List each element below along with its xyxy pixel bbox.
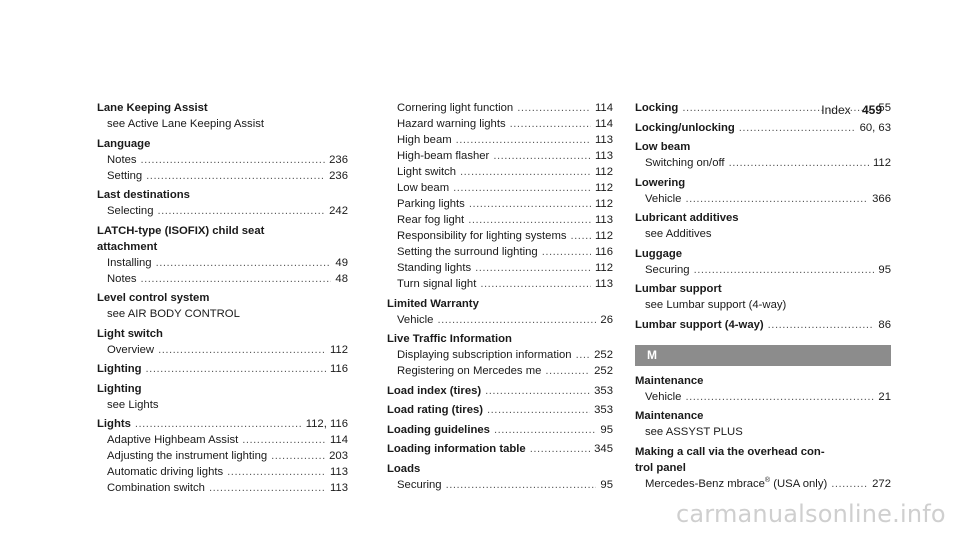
page-ref: 113 (594, 214, 613, 226)
sub-entry-text: Notes (107, 153, 137, 166)
index-entry (635, 408, 891, 440)
dot-leader (685, 389, 874, 405)
entry-heading: Making a call via the overhead con- (635, 445, 825, 458)
sub-entry-text: Displaying subscription information (397, 349, 572, 361)
entry-heading: Loading information table (387, 443, 526, 455)
entry-heading: Lights (97, 418, 131, 430)
sub-entry-text: Hazard warning lights (397, 118, 506, 130)
sub-entry (97, 152, 348, 168)
index-entry (97, 290, 348, 322)
watermark: carmanualsonline.info (676, 500, 946, 528)
sub-entry-text: Adaptive Highbeam Assist (107, 434, 239, 446)
see-reference: see AIR BODY CONTROL (107, 308, 240, 320)
sub-entry-text: Switching on/off (645, 157, 725, 169)
dot-leader (694, 262, 875, 278)
index-entry (387, 461, 613, 493)
dot-leader (493, 148, 591, 164)
entry-row (387, 422, 613, 438)
page-ref: 48 (335, 272, 348, 285)
page-ref: 86 (878, 318, 891, 331)
page-ref: 252 (594, 365, 613, 377)
page-ref: 113 (329, 466, 348, 478)
entry-row (387, 402, 613, 418)
entry-heading-continued: trol panel (635, 461, 686, 474)
sub-entry-text: Vehicle (397, 313, 434, 326)
page-ref: 21 (878, 390, 891, 403)
entry-row (97, 416, 348, 432)
index-entry (635, 139, 891, 171)
entry-heading: Maintenance (635, 374, 704, 387)
entry-heading: Light switch (97, 327, 163, 340)
sub-entry (387, 276, 613, 292)
dot-leader (141, 271, 332, 287)
sub-entry (387, 180, 613, 196)
registered-mark: ® (764, 476, 771, 484)
section-letter-bar: M (635, 345, 891, 366)
see-reference: see Active Lane Keeping Assist (107, 118, 265, 130)
sub-entry (97, 432, 348, 448)
sub-entry-text: Cornering light function (397, 102, 514, 114)
entry-heading: Locking/unlocking (635, 121, 735, 134)
page-ref: 345 (594, 443, 613, 455)
page-ref: 112 (594, 182, 613, 194)
sub-entry-text: Responsibility for lighting systems (397, 230, 567, 242)
sub-entry-text: Registering on Mercedes me (397, 365, 542, 377)
sub-entry-text: Overview (107, 343, 155, 356)
entry-heading: Live Traffic Information (387, 333, 512, 345)
dot-leader (469, 196, 591, 212)
dot-leader (242, 432, 326, 448)
page-ref: 366 (872, 192, 891, 205)
sub-entry (387, 477, 613, 493)
dot-leader (157, 203, 325, 219)
entry-heading: Load rating (tires) (387, 404, 484, 416)
sub-entry (387, 148, 613, 164)
sub-entry (387, 100, 613, 116)
page-ref: 114 (594, 118, 613, 130)
entry-heading: Maintenance (635, 410, 704, 422)
page-ref: 203 (329, 450, 348, 462)
entry-row (635, 100, 891, 116)
index-entry (635, 175, 891, 207)
dot-leader (831, 476, 868, 492)
page-ref: 236 (329, 169, 348, 182)
index-entry (387, 296, 613, 328)
index-entry (97, 100, 348, 132)
dot-leader (729, 155, 869, 171)
index-entry (387, 422, 613, 438)
dot-leader (682, 100, 874, 116)
entry-heading: Lighting (97, 363, 142, 375)
index-entry (635, 210, 891, 242)
sub-entry (97, 203, 348, 219)
sub-entry-text: Securing (397, 478, 442, 491)
page-ref: 353 (594, 384, 613, 397)
page-ref: 95 (600, 478, 613, 491)
dot-leader (685, 191, 868, 207)
entry-heading: Load index (tires) (387, 384, 482, 397)
sub-entry-text: Turn signal light (397, 278, 477, 290)
page-ref: 55 (878, 102, 891, 114)
index-entry (635, 317, 891, 333)
sub-entry (387, 116, 613, 132)
dot-leader (271, 448, 325, 464)
index-entry (97, 416, 348, 496)
page-number: 459 (861, 103, 882, 117)
sub-entry (635, 262, 891, 278)
entry-row (387, 383, 613, 399)
index-entry (635, 100, 891, 116)
header-label: Index (821, 103, 851, 117)
entry-row (97, 361, 348, 377)
sub-entry (387, 260, 613, 276)
dot-leader (146, 168, 325, 184)
dot-leader (227, 464, 326, 480)
sub-entry (97, 480, 348, 496)
entry-heading: Level control system (97, 292, 210, 304)
page-ref: 113 (594, 150, 613, 162)
sub-entry (97, 255, 348, 271)
sub-entry (97, 464, 348, 480)
sub-entry-text: Low beam (397, 182, 450, 194)
dot-leader (453, 180, 591, 196)
sub-entry (97, 271, 348, 287)
entry-heading-continued: attachment (97, 240, 158, 253)
entry-row (635, 317, 891, 333)
page-ref: 113 (594, 278, 613, 290)
sub-entry (387, 244, 613, 260)
page-ref: 49 (335, 256, 348, 269)
sub-entry-text: Parking lights (397, 198, 465, 210)
page-ref: 116 (594, 246, 613, 258)
dot-leader (510, 116, 591, 132)
sub-entry-text: High beam (397, 134, 452, 146)
entry-row (635, 120, 891, 136)
page-ref: 114 (594, 102, 613, 114)
dot-leader (437, 312, 596, 328)
see-reference: see ASSYST PLUS (645, 426, 743, 438)
dot-leader (141, 152, 326, 168)
sub-entry (387, 164, 613, 180)
page-ref: 95 (600, 423, 613, 436)
dot-leader (571, 228, 591, 244)
dot-leader (135, 416, 302, 432)
sub-entry (387, 212, 613, 228)
dot-leader (768, 317, 875, 333)
sub-entry-text-suffix: (USA only) (770, 477, 828, 490)
sub-entry-text: Adjusting the instrument lighting (107, 450, 268, 462)
sub-entry-text: Setting the surround lighting (397, 246, 538, 258)
entry-heading: Lubricant additives (635, 212, 739, 224)
index-column-1 (97, 100, 348, 500)
sub-entry (97, 342, 348, 358)
dot-leader (456, 132, 591, 148)
dot-leader (530, 441, 590, 457)
sub-entry-text: Vehicle (645, 390, 682, 403)
index-entry (97, 381, 348, 413)
page-ref: 112 (329, 343, 348, 356)
page-ref: 113 (329, 482, 348, 494)
see-reference: see Lumbar support (4-way) (645, 299, 787, 311)
sub-entry-text: Light switch (397, 166, 457, 178)
entry-row (387, 441, 613, 457)
dot-leader (480, 276, 591, 292)
page-ref: 242 (329, 205, 348, 217)
sub-entry (635, 389, 891, 405)
sub-entry-text: Rear fog light (397, 214, 465, 226)
dot-leader (542, 244, 591, 260)
sub-entry-text: Combination switch (107, 482, 205, 494)
index-entry (97, 223, 348, 287)
sub-entry-text: Automatic driving lights (107, 466, 224, 478)
sub-entry-text: Vehicle (645, 192, 682, 205)
entry-heading: Lumbar support (4-way) (635, 318, 764, 331)
dot-leader (739, 120, 856, 136)
entry-heading: Last destinations (97, 189, 190, 201)
dot-leader (468, 212, 591, 228)
index-entry (635, 246, 891, 278)
entry-heading: Lowering (635, 176, 686, 189)
index-entry (387, 100, 613, 292)
index-entry (387, 383, 613, 399)
sub-entry-text: Setting (107, 169, 143, 182)
sub-entry (97, 448, 348, 464)
index-entry (387, 331, 613, 379)
dot-leader (545, 363, 590, 379)
sub-entry (387, 132, 613, 148)
page-ref: 26 (600, 313, 613, 326)
sub-entry-text: Installing (107, 256, 152, 269)
index-column-2 (387, 100, 613, 496)
sub-entry-text (645, 476, 827, 492)
page-ref: 112 (872, 157, 891, 169)
page-ref: 252 (594, 349, 613, 361)
dot-leader (494, 422, 596, 438)
dot-leader (517, 100, 591, 116)
dot-leader (485, 383, 590, 399)
dot-leader (146, 361, 326, 377)
index-entry (97, 326, 348, 358)
dot-leader (158, 342, 326, 358)
sub-entry (635, 476, 891, 492)
sub-entry (635, 155, 891, 171)
entry-heading: Lighting (97, 382, 142, 395)
sub-entry-text: Securing (645, 263, 690, 276)
index-column-3 (635, 100, 891, 495)
sub-entry (635, 191, 891, 207)
index-entry (635, 281, 891, 313)
page-ref: 112 (594, 198, 613, 210)
page-ref: 60, 63 (859, 121, 891, 134)
sub-entry (97, 168, 348, 184)
page-ref: 114 (329, 434, 348, 446)
sub-entry-text: Selecting (107, 205, 154, 217)
entry-heading: Lumbar support (635, 283, 722, 295)
dot-leader (209, 480, 326, 496)
index-entry (387, 402, 613, 418)
page-ref: 95 (878, 263, 891, 276)
page-ref: 236 (329, 153, 348, 166)
dot-leader (156, 255, 332, 271)
page-ref: 113 (594, 134, 613, 146)
dot-leader (460, 164, 591, 180)
entry-heading: LATCH-type (ISOFIX) child seat (97, 224, 265, 237)
page-ref: 112 (594, 166, 613, 178)
entry-heading: Locking (635, 102, 679, 114)
index-entry (97, 187, 348, 219)
page-ref: 112, 116 (305, 418, 348, 430)
entry-heading: Lane Keeping Assist (97, 102, 208, 114)
index-entry (635, 444, 891, 492)
page-ref: 353 (594, 404, 613, 416)
page-ref: 112 (594, 230, 613, 242)
see-reference: see Lights (107, 398, 159, 411)
index-entry (635, 373, 891, 405)
page-ref: 272 (872, 477, 891, 490)
dot-leader (576, 347, 591, 363)
entry-heading: Limited Warranty (387, 297, 479, 310)
entry-heading: Luggage (635, 247, 683, 260)
sub-entry (387, 228, 613, 244)
index-entry (97, 361, 348, 377)
sub-entry-text: High-beam flasher (397, 150, 490, 162)
entry-heading: Low beam (635, 141, 691, 153)
dot-leader (475, 260, 591, 276)
index-entry (635, 120, 891, 136)
sub-entry-text: Standing lights (397, 262, 472, 274)
page-ref: 116 (329, 363, 348, 375)
dot-leader (487, 402, 590, 418)
entry-heading: Loading guidelines (387, 423, 490, 436)
index-entry (387, 441, 613, 457)
entry-heading: Language (97, 137, 151, 150)
see-reference: see Additives (645, 228, 712, 240)
dot-leader (446, 477, 597, 493)
index-entry (97, 136, 348, 184)
sub-entry (387, 312, 613, 328)
sub-entry-text-main: Mercedes-Benz mbrace (645, 477, 765, 490)
page-ref: 112 (594, 262, 613, 274)
sub-entry (387, 347, 613, 363)
sub-entry (387, 363, 613, 379)
sub-entry (387, 196, 613, 212)
sub-entry-text: Notes (107, 272, 137, 285)
entry-heading: Loads (387, 462, 421, 475)
